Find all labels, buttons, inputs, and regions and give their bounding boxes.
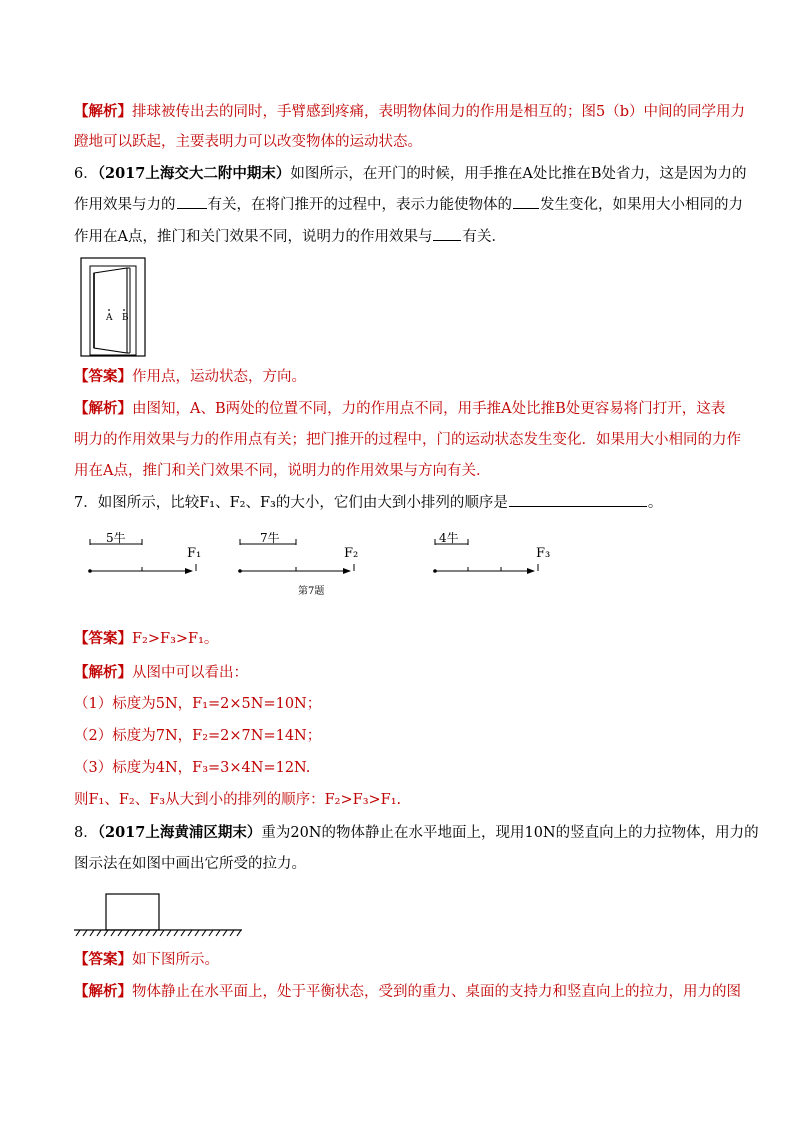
analysis-item: （1）标度为5N，F₁=2×5N=10N； <box>74 696 322 712</box>
answer-blank <box>177 194 207 209</box>
answer-blank <box>433 226 461 241</box>
analysis-conclusion: 则F₁、F₂、F₃从大到小的排列的顺序：F₂>F₃>F₁. <box>74 792 402 808</box>
answer-label: 【答案】 <box>74 368 132 385</box>
question-8-line-1 <box>74 817 759 850</box>
question-6-line-3 <box>74 222 724 254</box>
analysis-paragraph-q6-cont <box>74 425 741 457</box>
question-text: 有关，在将门推开的过程中，表示力能使物体的 <box>207 197 512 213</box>
analysis-item: （2）标度为7N，F₂=2×7N=14N； <box>74 728 322 744</box>
scale-label-f2: 7牛 <box>260 531 280 545</box>
analysis-paragraph-q5-cont <box>74 127 724 159</box>
analysis-item: （3）标度为4N，F₃=3×4N=12N. <box>74 760 311 776</box>
answer-blank <box>513 194 539 209</box>
analysis-text: 排球被传出去的同时，手臂感到疼痛，表明物体间力的作用是相互的；图5（b）中间的同学用力 <box>132 104 746 120</box>
question-text: 如图所示，比较F₁、F₂、F₃的大小，它们由大到小排列的顺序是 <box>97 495 508 511</box>
analysis-paragraph-q5 <box>74 96 746 129</box>
question-source: （2017上海交大二附中期末） <box>97 165 291 182</box>
question-8-line-2 <box>74 849 724 881</box>
figure-caption: 第7题 <box>298 586 325 597</box>
question-7-line-1 <box>74 488 724 520</box>
force-label-f3: F₃ <box>536 546 551 561</box>
force-diagram-f1 <box>88 530 201 573</box>
answer-label: 【答案】 <box>74 951 132 968</box>
question-text: 图示法在如图中画出它所受的拉力。 <box>74 856 306 872</box>
door-figure <box>80 257 146 357</box>
answer-paragraph-q7 <box>74 623 724 656</box>
answer-text: 作用点，运动状态，方向。 <box>132 369 306 385</box>
force-diagram-f2 <box>238 530 358 573</box>
analysis-label: 【解析】 <box>74 983 132 1000</box>
analysis-paragraph-q8 <box>74 976 741 1009</box>
question-text: 作用在A点，推门和关门效果不同，说明力的作用效果与 <box>74 229 433 245</box>
question-6-line-1 <box>74 158 747 191</box>
analysis-text: 蹬地可以跃起，主要表明力可以改变物体的运动状态。 <box>74 134 422 150</box>
question-text: 发生变化，如果用大小相同的力 <box>540 197 743 213</box>
answer-text: F₂>F₃>F₁。 <box>132 631 219 647</box>
answer-paragraph-q8 <box>74 944 724 977</box>
answer-paragraph-q6 <box>74 361 724 394</box>
analysis-text: 由图知，A、B两处的位置不同，力的作用点不同，用手推A处比推B处更容易将门打开，这表 <box>132 401 726 417</box>
scale-label-f3: 4牛 <box>439 531 459 545</box>
door-label-b: B <box>122 313 129 323</box>
question-text: 作用效果与力的 <box>74 197 176 213</box>
answer-blank <box>509 492 647 507</box>
answer-label: 【答案】 <box>74 630 132 647</box>
question-text-end: 。 <box>647 495 663 511</box>
question-text: 如图所示，在开门的时候，用手推在A处比推在B处省力，这是因为力的 <box>290 166 747 182</box>
analysis-paragraph-q6 <box>74 393 724 426</box>
answer-text: 如下图所示。 <box>132 952 219 968</box>
force-label-f2: F₂ <box>344 546 359 561</box>
analysis-paragraph-q6-cont2 <box>74 456 724 488</box>
analysis-text: 用在A点，推门和关门效果不同，说明力的作用效果与方向有关． <box>74 463 491 479</box>
question-text: 重为20N的物体静止在水平地面上，现用10N的竖直向上的力拉物体，用力的 <box>261 825 759 841</box>
question-source: （2017上海黄浦区期末） <box>97 824 262 841</box>
scale-label-f1: 5牛 <box>106 531 126 545</box>
question-number: 6． <box>74 166 98 182</box>
question-text: 有关． <box>462 229 506 245</box>
analysis-paragraph-q7 <box>74 657 724 690</box>
analysis-label: 【解析】 <box>74 103 132 120</box>
analysis-text: 明力的作用效果与力的作用点有关；把门推开的过程中，门的运动状态发生变化．如果用大小相同的力作 <box>74 432 741 448</box>
analysis-label: 【解析】 <box>74 664 132 681</box>
analysis-label: 【解析】 <box>74 400 132 417</box>
block-on-ground-figure <box>74 890 244 938</box>
force-label-f1: F₁ <box>187 546 202 561</box>
question-number: 7． <box>74 495 98 511</box>
force-diagram-f3 <box>433 530 550 573</box>
analysis-text: 物体静止在水平面上，处于平衡状态，受到的重力、桌面的支持力和竖直向上的拉力，用力的图 <box>132 984 741 1000</box>
analysis-text: 从图中可以看出： <box>132 665 248 681</box>
question-6-line-2 <box>74 190 743 222</box>
door-label-a: A <box>106 313 113 323</box>
force-diagram-figure <box>80 528 570 600</box>
question-number: 8． <box>74 825 98 841</box>
